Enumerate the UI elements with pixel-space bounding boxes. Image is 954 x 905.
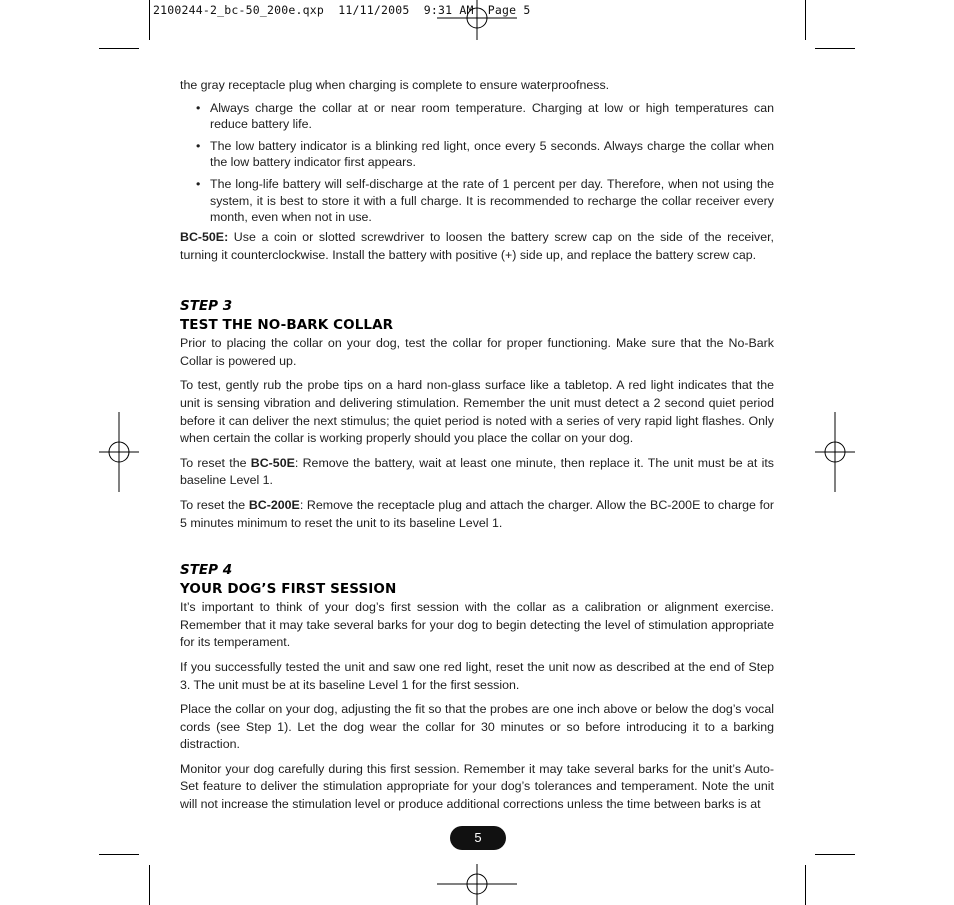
- step4-paragraph-2: If you successfully tested the unit and saw one red light, reset the unit now as described at the end of Step 3. The unit must be at its baseline Level 1 for the first session.: [180, 659, 774, 692]
- list-item: [180, 138, 774, 170]
- reset-text: : Remove the battery, wait at least one minute, then replace it. The unit must be at its baseline Level 1.: [180, 455, 774, 488]
- list-item: [180, 176, 774, 225]
- registration-mark-top-icon: [437, 0, 517, 40]
- bullet-text: Always charge the collar at or near room temperature. Charging at low or high temperatures can reduce battery life.: [210, 100, 774, 131]
- step4-title: YOUR DOG’S FIRST SESSION: [180, 581, 397, 598]
- step3-paragraph-1: Prior to placing the collar on your dog, test the collar for proper functioning. Make sure that the No-Bark Collar is powered up.: [180, 336, 774, 368]
- step4-label: STEP 4: [180, 562, 233, 579]
- crop-mark-bottom-left-horizontal: [99, 854, 139, 855]
- bc50e-battery-instructions: [180, 229, 774, 264]
- step4-paragraph-1: It’s important to think of your dog’s first session with the collar as a calibration or alignment exercise. Remember that it may take several barks for your dog to begin detecting the level of stimulation appropriate for its temperament.: [180, 600, 774, 650]
- step3-paragraph-4: [180, 497, 774, 532]
- bullet-icon: •: [196, 100, 201, 115]
- step3-label: STEP 3: [180, 298, 233, 315]
- model-name: BC-200E: [248, 497, 300, 512]
- step4-paragraph-3: Place the collar on your dog, adjusting the fit so that the probes are one inch above or below the dog’s vocal cords (see Step 1). Let the dog wear the collar for 30 minutes or so before introducing it to a barking distraction.: [180, 702, 774, 752]
- registration-mark-right-icon: [815, 412, 855, 492]
- print-slug: 2100244-2_bc-50_200e.qxp 11/11/2005 9:31 AM Page 5: [153, 3, 531, 17]
- reset-prefix: To reset the: [180, 497, 249, 512]
- model-name: BC-50E: [250, 455, 295, 470]
- bullet-text: The low battery indicator is a blinking red light, once every 5 seconds. Always charge the collar when the low battery indicator first appears.: [210, 139, 774, 170]
- step4-paragraph-4: Monitor your dog carefully during this first session. Remember it may take several barks for the unit’s Auto-Set feature to deliver the stimulation appropriate for your dog’s tolerances and temperament. Note the unit will not increase the stimulation level or produce additional corrections unless the time between barks is at: [180, 761, 774, 812]
- bullet-icon: •: [196, 139, 201, 153]
- crop-mark-bottom-right-vertical: [805, 865, 806, 905]
- crop-mark-bottom-left-vertical: [149, 865, 150, 905]
- crop-mark-top-right-vertical: [805, 0, 806, 40]
- crop-mark-top-right-horizontal: [815, 48, 855, 49]
- reset-text: : Remove the receptacle plug and attach the charger. Allow the BC-200E to charge for 5 minutes minimum to reset the unit to its baseline Level 1.: [180, 497, 774, 530]
- registration-mark-bottom-icon: [437, 864, 517, 905]
- page-body: [180, 77, 774, 821]
- step3-title: TEST THE NO-BARK COLLAR: [180, 317, 394, 334]
- reset-prefix: To reset the: [180, 455, 251, 470]
- crop-mark-top-left-vertical: [149, 0, 150, 40]
- bc50e-text: Use a coin or slotted screwdriver to loosen the battery screw cap on the side of the receiver, turning it counterclockwise. Install the battery with positive (+) side up, and replace the battery screw cap.: [180, 230, 774, 262]
- crop-mark-bottom-right-horizontal: [815, 854, 855, 855]
- bullet-text: The long-life battery will self-discharge at the rate of 1 percent per day. Therefore, when not using the system, it is best to store it with a full charge. It is recommended to recharge the collar receiver every month, even when not in use.: [210, 177, 774, 224]
- step3-paragraph-2: To test, gently rub the probe tips on a hard non-glass surface like a tabletop. A red light indicates that the unit is sensing vibration and delivering stimulation. Remember the unit must detect a 2 second quiet period before it can deliver the next stimulus; the quiet period is noted with a series of very rapid light flashes. Only when certain the collar is working properly should you place the collar on your dog.: [180, 378, 774, 446]
- bullet-icon: •: [196, 177, 201, 192]
- crop-mark-top-left-horizontal: [99, 48, 139, 49]
- registration-mark-left-icon: [99, 412, 139, 492]
- page-number: 5: [450, 826, 506, 850]
- list-item: [180, 100, 774, 132]
- intro-continuation: the gray receptacle plug when charging is complete to ensure waterproofness.: [180, 78, 610, 92]
- charging-tips-list: [180, 100, 774, 225]
- step3-paragraph-3: [180, 455, 774, 490]
- bc50e-label: BC-50E:: [180, 230, 229, 245]
